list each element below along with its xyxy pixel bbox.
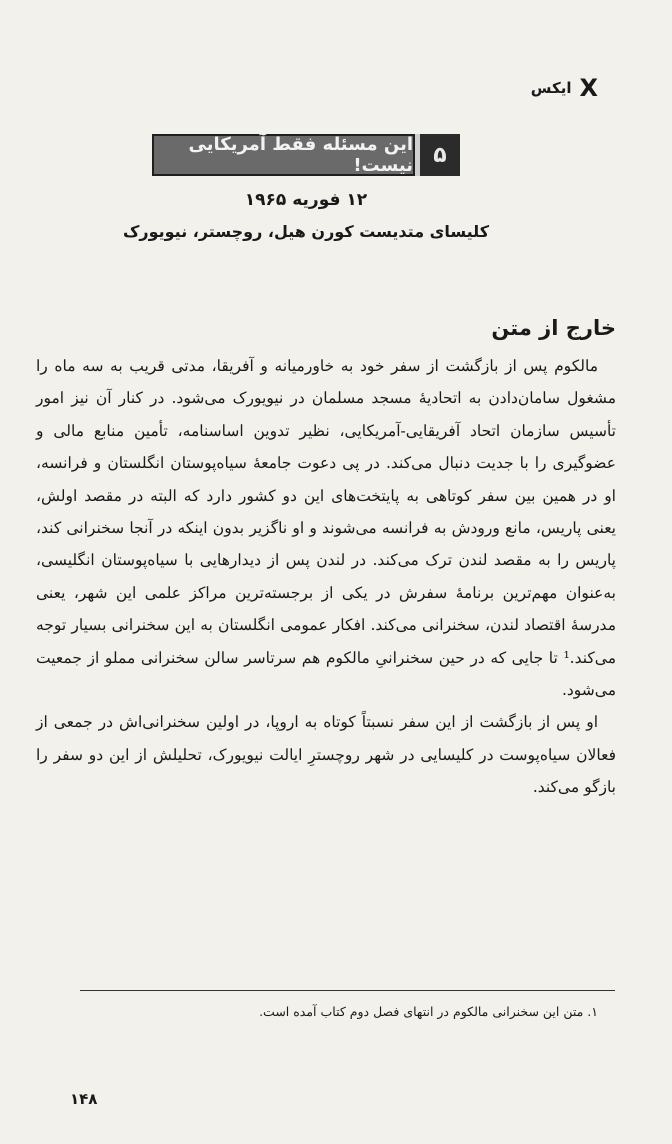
running-head xyxy=(531,76,598,100)
chapter-number: ۵ xyxy=(415,134,460,176)
running-head-title: ایکس xyxy=(530,79,572,97)
footnote-divider xyxy=(80,990,615,991)
paragraph: مالکوم پس از بازگشت از سفر خود به خاورمیانه و آفریقا، مدتی قریب به سه ماه را مشغول سامان‌دادن به اتحادیهٔ مسجد مسلمان در نیویورک می‌شود. در کنار آن نیز امور تأسیس سازمان اتحاد آفریقایی-آمریکایی، نظیر تدوین اساسنامه، تأمین منابع مالی و عضوگیری را با جدیت دنبال می‌کند. در پی دعوت جامعهٔ سیاه‌پوستان انگلستان و فرانسه، او در همین بین سفر کوتاهی به پایتخت‌های این دو کشور دارد که البته در مقصد اولش، یعنی پاریس، مانع ورودش به فرانسه می‌شوند و او ناگزیر بدون اینکه در آنجا سخنرانی کند، پاریس را به مقصد لندن ترک می‌کند. در لندن پس از دیدارهایی با سیاه‌پوستان انگلیسی، به‌عنوان مهم‌ترین برنامهٔ سفرش در یکی از برجسته‌ترین مراکز علمی این شهر، یعنی مدرسهٔ اقتصاد لندن، سخنرانی می‌کند. افکار عمومی انگلستان به این سخنرانی بسیار توجه می‌کند.¹ تا جایی که در حین سخنرانیِ مالکوم هم سرتاسر سالن سخنرانی مملو از جمعیت می‌شود. xyxy=(36,357,616,700)
section-heading: خارج از متن xyxy=(491,316,616,340)
speech-date: ۱۲ فوریه ۱۹۶۵ xyxy=(244,190,368,210)
speech-location: کلیسای متدیست کورن هیل، روچستر، نیویورک xyxy=(123,222,489,241)
paragraph: او پس از بازگشت از این سفر نسبتاً کوتاه به اروپا، در اولین سخنرانی‌اش در جمعی از فعالان سیاه‌پوست در کلیسایی در شهر روچسترِ ایالت نیویورک، تحلیلش از این دو سفر را بازگو می‌کند. xyxy=(36,713,616,797)
body-text xyxy=(36,350,616,804)
footnote: ۱. متن این سخنرانی مالکوم در انتهای فصل دوم کتاب آمده است. xyxy=(259,1004,598,1019)
page-number: ۱۴۸ xyxy=(70,1090,98,1108)
chapter-title: این مسئله فقط آمریکایی نیست! xyxy=(152,134,415,176)
chapter-banner xyxy=(152,134,460,176)
running-head-mark: X xyxy=(579,74,598,102)
